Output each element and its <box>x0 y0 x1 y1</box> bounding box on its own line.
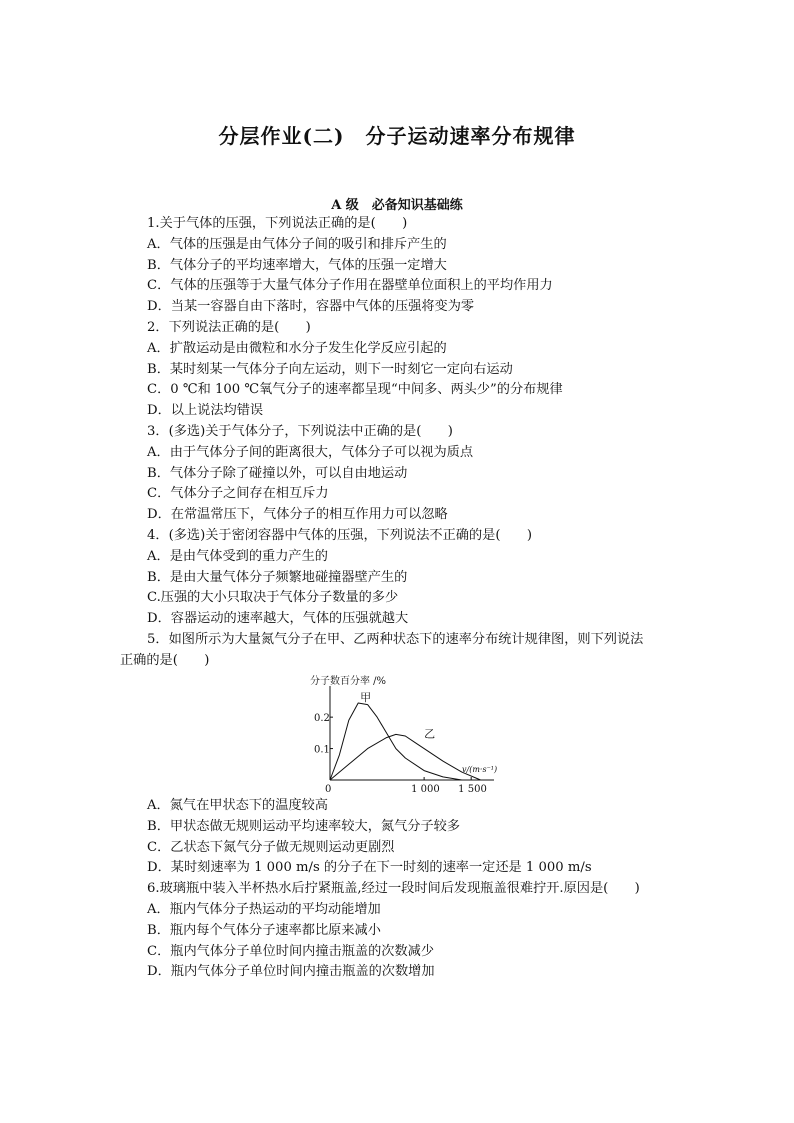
question-5-continuation: 正确的是( ) <box>120 653 210 668</box>
text-line: B．某时刻某一气体分子向左运动，则下一时刻它一定向右运动 <box>147 361 513 377</box>
text-line: C．气体的压强等于大量气体分子作用在器壁单位面积上的平均作用力 <box>147 278 553 294</box>
section-heading: A 级 必备知识基础练 <box>331 198 463 213</box>
y-tick-label: 0.2 <box>314 713 330 725</box>
text-line: 6.玻璃瓶中装入半杯热水后拧紧瓶盖,经过一段时间后发现瓶盖很难拧开.原因是( ) <box>147 881 640 897</box>
text-line: C.压强的大小只取决于气体分子数量的多少 <box>147 590 399 606</box>
text-line: B．瓶内每个气体分子速率都比原来减小 <box>147 922 381 938</box>
text-line: C．乙状态下氮气分子做无规则运动更剧烈 <box>147 839 395 855</box>
text-line: B．气体分子除了碰撞以外，可以自由地运动 <box>147 465 408 481</box>
series-label-jia: 甲 <box>360 691 372 704</box>
text-line: D．某时刻速率为 1 000 m/s 的分子在下一时刻的速率一定还是 1 000 m/s <box>147 860 592 876</box>
text-line: 5．如图所示为大量氮气分子在甲、乙两种状态下的速率分布统计规律图，则下列说法 <box>147 632 644 647</box>
text-line: 3．(多选)关于气体分子，下列说法中正确的是( ) <box>147 424 453 439</box>
series-line-2 <box>330 734 481 780</box>
text-line: C．0 ℃和 100 ℃氧气分子的速率都呈现“中间多、两头少”的分布规律 <box>147 382 563 398</box>
text-line: A．瓶内气体分子热运动的平均动能增加 <box>147 902 381 917</box>
text-line: A．气体的压强是由气体分子间的吸引和排斥产生的 <box>147 236 447 252</box>
y-axis-label: 分子数百分率 /% <box>310 676 387 687</box>
text-line: B．气体分子的平均速率增大，气体的压强一定增大 <box>147 257 447 273</box>
page-title: 分层作业(二) 分子运动速率分布规律 <box>218 124 576 148</box>
text-line: C．气体分子之间存在相互斥力 <box>147 486 329 502</box>
series-line-1 <box>330 703 462 780</box>
velocity-distribution-chart <box>300 672 500 796</box>
y-tick-label: 0.1 <box>314 744 330 756</box>
text-line: 4．(多选)关于密闭容器中气体的压强，下列说法不正确的是( ) <box>147 528 533 543</box>
text-line: A．扩散运动是由微粒和水分子发生化学反应引起的 <box>147 340 447 356</box>
series-label-yi: 乙 <box>424 727 436 741</box>
text-line: D．以上说法均错误 <box>147 403 264 419</box>
text-line: C．瓶内气体分子单位时间内撞击瓶盖的次数减少 <box>147 943 435 959</box>
text-line: D．容器运动的速率越大，气体的压强就越大 <box>147 611 409 627</box>
x-tick-label: 1 000 <box>411 784 440 795</box>
text-line: 2．下列说法正确的是( ) <box>147 320 311 335</box>
text-line: D．当某一容器自由下落时，容器中气体的压强将变为零 <box>147 299 475 315</box>
text-line: A．氮气在甲状态下的温度较高 <box>147 798 328 813</box>
text-line: A．是由气体受到的重力产生的 <box>147 548 328 564</box>
text-line: A．由于气体分子间的距离很大，气体分子可以视为质点 <box>147 444 474 460</box>
x-axis-label: v/(m·s⁻¹) <box>462 765 498 774</box>
text-line: B．是由大量气体分子频繁地碰撞器壁产生的 <box>147 569 408 585</box>
text-line: 1.关于气体的压强，下列说法正确的是( ) <box>147 216 408 231</box>
text-line: D．瓶内气体分子单位时间内撞击瓶盖的次数增加 <box>147 964 435 980</box>
origin-label: 0 <box>325 784 332 795</box>
text-line: D．在常温常压下，气体分子的相互作用力可以忽略 <box>147 507 448 523</box>
text-line: B．甲状态做无规则运动平均速率较大，氮气分子较多 <box>147 818 461 834</box>
x-tick-label: 1 500 <box>458 784 487 795</box>
